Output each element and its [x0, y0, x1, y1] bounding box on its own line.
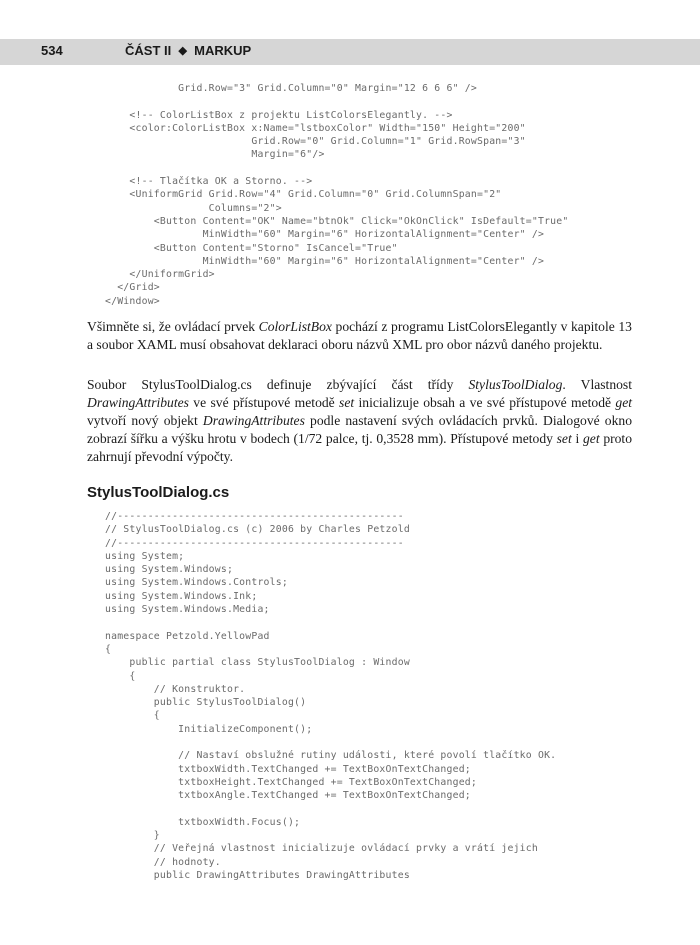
running-header-bar — [0, 39, 700, 65]
csharp-code-listing: //----------------------------------------------- // StylusToolDialog.cs (c) 2006 by Charles Petzold //----------------------------------------------- using System; using System.Windows; using System.Windows.Controls; using System.Windows.Ink; using System.Windows.Media; namespace Petzold.YellowPad { public partial class StylusToolDialog : Window { // Konstruktor. public StylusToolDialog() { InitializeComponent(); // Nastaví obslužné rutiny události, které povolí tlačítko OK. txtboxWidth.TextChanged += TextBoxOnTextChanged; txtboxHeight.TextChanged += TextBoxOnTextChanged; txtboxAngle.TextChanged += TextBoxOnTextChanged; txtboxWidth.Focus(); } // Veřejná vlastnost inicializuje ovládací prvky a vrátí jejich // hodnoty. public DrawingAttributes DrawingAttributes — [105, 511, 557, 882]
xaml-code-listing: Grid.Row="3" Grid.Column="0" Margin="12 6 6 6" /> <!-- ColorListBox z projektu ListColorsElegantly. --> <color:ColorListBox x:Name="lstboxColor" Width="150" Height="200" Grid.Row="0" Grid.Column="1" Grid.RowSpan="3" Margin="6"/> <!-- Tlačítka OK a Storno. --> <UniformGrid Grid.Row="4" Grid.Column="0" Grid.ColumnSpan="2" Columns="2"> <Button Content="OK" Name="btnOk" Click="OkOnClick" IsDefault="True" MinWidth="60" Margin="6" HorizontalAlignment="Center" /> <Button Content="Storno" IsCancel="True" MinWidth="60" Margin="6" HorizontalAlignment="Center" /> </UniformGrid> </Grid> </Window> — [105, 83, 569, 307]
chapter-label: MARKUP — [194, 43, 252, 58]
running-head — [125, 43, 251, 58]
body-paragraph: Soubor StylusToolDialog.cs definuje zbývající část třídy StylusToolDialog. Vlastnost DrawingAttributes ve své přístupové metodě set inicializuje obsah a ve své přístupové metodě get vytvoří nový objekt DrawingAttributes podle nastavení svých ovládacích prvků. Dialogové okno zobrazí šířku a výšku hrotu v bodech (1/72 palce, tj. 0,3528 mm). Přístupové metody set i get proto zahrnují převodní výpočty. — [87, 377, 633, 464]
page-number: 534 — [41, 43, 63, 58]
body-paragraph: Všimněte si, že ovládací prvek ColorListBox pochází z programu ListColorsElegantly v kapitole 13 a soubor XAML musí obsahovat deklaraci oboru názvů XML pro obor názvů daného projektu. — [87, 319, 632, 352]
diamond-separator-icon: ◆ — [178, 45, 187, 57]
part-label: ČÁST II — [125, 43, 172, 58]
listing-heading: StylusToolDialog.cs — [87, 484, 230, 501]
